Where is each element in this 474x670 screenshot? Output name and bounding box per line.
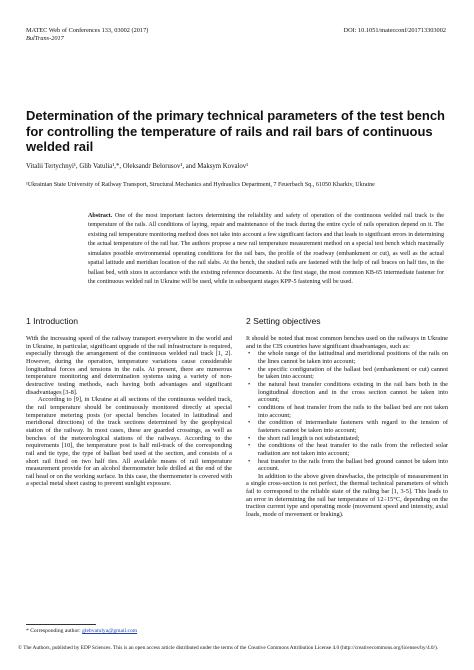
list-item: • the specific configuration of the ballast bed (embankment or cut) cannot be taken into account; bbox=[246, 366, 448, 381]
list-item: • heat transfer to the rails from the ballast bed ground cannot be taken into account. bbox=[246, 458, 448, 473]
conference-name: BulTrans-2017 bbox=[26, 35, 64, 43]
disadvantages-list bbox=[246, 350, 448, 473]
author-list: Vitalii Tertychnyi¹, Glib Vatulia¹,*, Oleksandr Belorusov¹, and Maksym Kovalov¹ bbox=[26, 163, 249, 170]
list-item: • the whole range of the latitudinal and meridional positions of the rails on the lines cannot be taken into account; bbox=[246, 350, 448, 365]
paper-title: Determination of the primary technical parameters of the test bench for controlling the temperature of rails and rail bars of continuous welded rail bbox=[26, 108, 445, 155]
paragraph: With the increasing speed of the railway transport everywhere in the world and in Ukraine, in particular, significant upgrade of the rail infrastructure is required, especially through the arrangement of the continuous welded rail track [1, 2]. However, during the operation, temperature variations cause considerable longitudinal forces and tensions in the rails. At present, there are numerous temperature monitoring and determination systems using a variety of non-destructive testing methods, each having both advantages and significant disadvantages [3-8]. bbox=[26, 335, 232, 396]
list-item: • the natural heat transfer conditions existing in the rail bars both in the longitudinal direction and in the cross section cannot be taken into account; bbox=[246, 381, 448, 404]
journal-name: MATEC Web of Conferences 133, 03002 (2017) bbox=[26, 27, 149, 34]
abstract-label: Abstract. bbox=[88, 213, 113, 219]
paragraph: According to [9], in Ukraine at all sections of the continuous welded track, the rail temperature should be continuously monitored directly at special temperature metering posts (or special benches located in latitudinal and meridional directions) of the track sections determined by the geophysical station of the railway. In most cases, these are guarded crossings, as well as benches of the meteorological stations of the railways. According to the requirements [10], the temperature post is half mil-track of the corresponding rail and tie type, the type of ballast bed used at the section, and consists of a short rail fixed on two half ties. All available means of rail temperature measurement provide for an alcohol thermometer hole drilled at the end of the rail head or on the working surface. In this case, the thermometer is covered with a special metal sheet casing to prevent sunlight exposure. bbox=[26, 396, 232, 488]
affiliation: ¹Ukrainian State University of Railway Transport, Structural Mechanics and Hydraulics Department, 7 Feuerbach Sq., 61050 Kharkiv, Ukraine bbox=[26, 182, 375, 188]
footnote-divider bbox=[26, 624, 96, 625]
author-email-link[interactable]: glebvatulya@gmail.com bbox=[82, 628, 138, 634]
journal-header bbox=[26, 27, 148, 43]
section-heading-introduction: 1 Introduction bbox=[26, 316, 79, 326]
paragraph: In addition to the above given drawbacks, the principle of measurement in a single cross-section is not perfect, the thermal technical parameters of which fail to correspond to the reliable state of the railing bar [1, 3-5]. This leads to an error in determining the rail bar temperature of 12÷15°C, depending on the traction current type and operating mode (movement speed and intensity, axial loads, mode of movement or braking). bbox=[246, 472, 448, 519]
license-notice: © The Authors, published by EDP Sciences. This is an open access article distributed under the terms of the Creative Commons Attribution License 4.0 (http://creativecommons.org/licenses/by/4.0/). bbox=[18, 645, 439, 651]
paragraph: It should be noted that most common benches used on the railways in Ukraine and in the CIS countries have significant disadvantages, such as: bbox=[246, 335, 448, 350]
abstract-text: One of the most important factors determining the reliability and safety of operation of the continuous welded rail track is the temperature of the rails. All conditions of laying, repair and maintenance of the track during the entire cycle of rails operation depend on it. The existing rail temperature monitoring method does not take into account a few significant factors and that leads to significant errors in determining the actual temperature of the rail bar. The authors propose a new rail temperature measurement method on a special test bench which maximally simulates possible environmental operating conditions for the rail bars, the profile of the roadway (embankment or cut), as well as the actual spatial latitude and meridian location of the rail slabs. At the bench, the studied rails are fastened with the help of rail braces on half ties, in the ballast bed, with sizes in accordance with the existing reference documents. At the first stage, the most common KB-65 intermediate fastener for the continuous welded rail in Ukraine will be used, while in subsequent stages KPP-5 fastening will be used. bbox=[88, 213, 444, 286]
doi-header[interactable]: DOI: 10.1051/matecconf/201713303002 bbox=[343, 27, 446, 34]
footnote-label: * Corresponding author: bbox=[26, 628, 81, 634]
footnote bbox=[26, 628, 450, 635]
list-item: • the conditions of the heat transfer to the rails from the reflected solar radiation are not taken into account; bbox=[246, 442, 448, 457]
list-item: • the short rail length is not substantiated; bbox=[246, 435, 448, 443]
section-heading-objectives: 2 Setting objectives bbox=[246, 316, 321, 326]
list-item: • the condition of intermediate fasteners with regard to the tension of fasteners cannot be taken into account; bbox=[246, 419, 448, 434]
right-column bbox=[246, 316, 448, 616]
left-column bbox=[26, 316, 232, 616]
list-item: • conditions of heat transfer from the rails to the ballast bed are not taken into account; bbox=[246, 404, 448, 419]
abstract bbox=[88, 212, 444, 288]
